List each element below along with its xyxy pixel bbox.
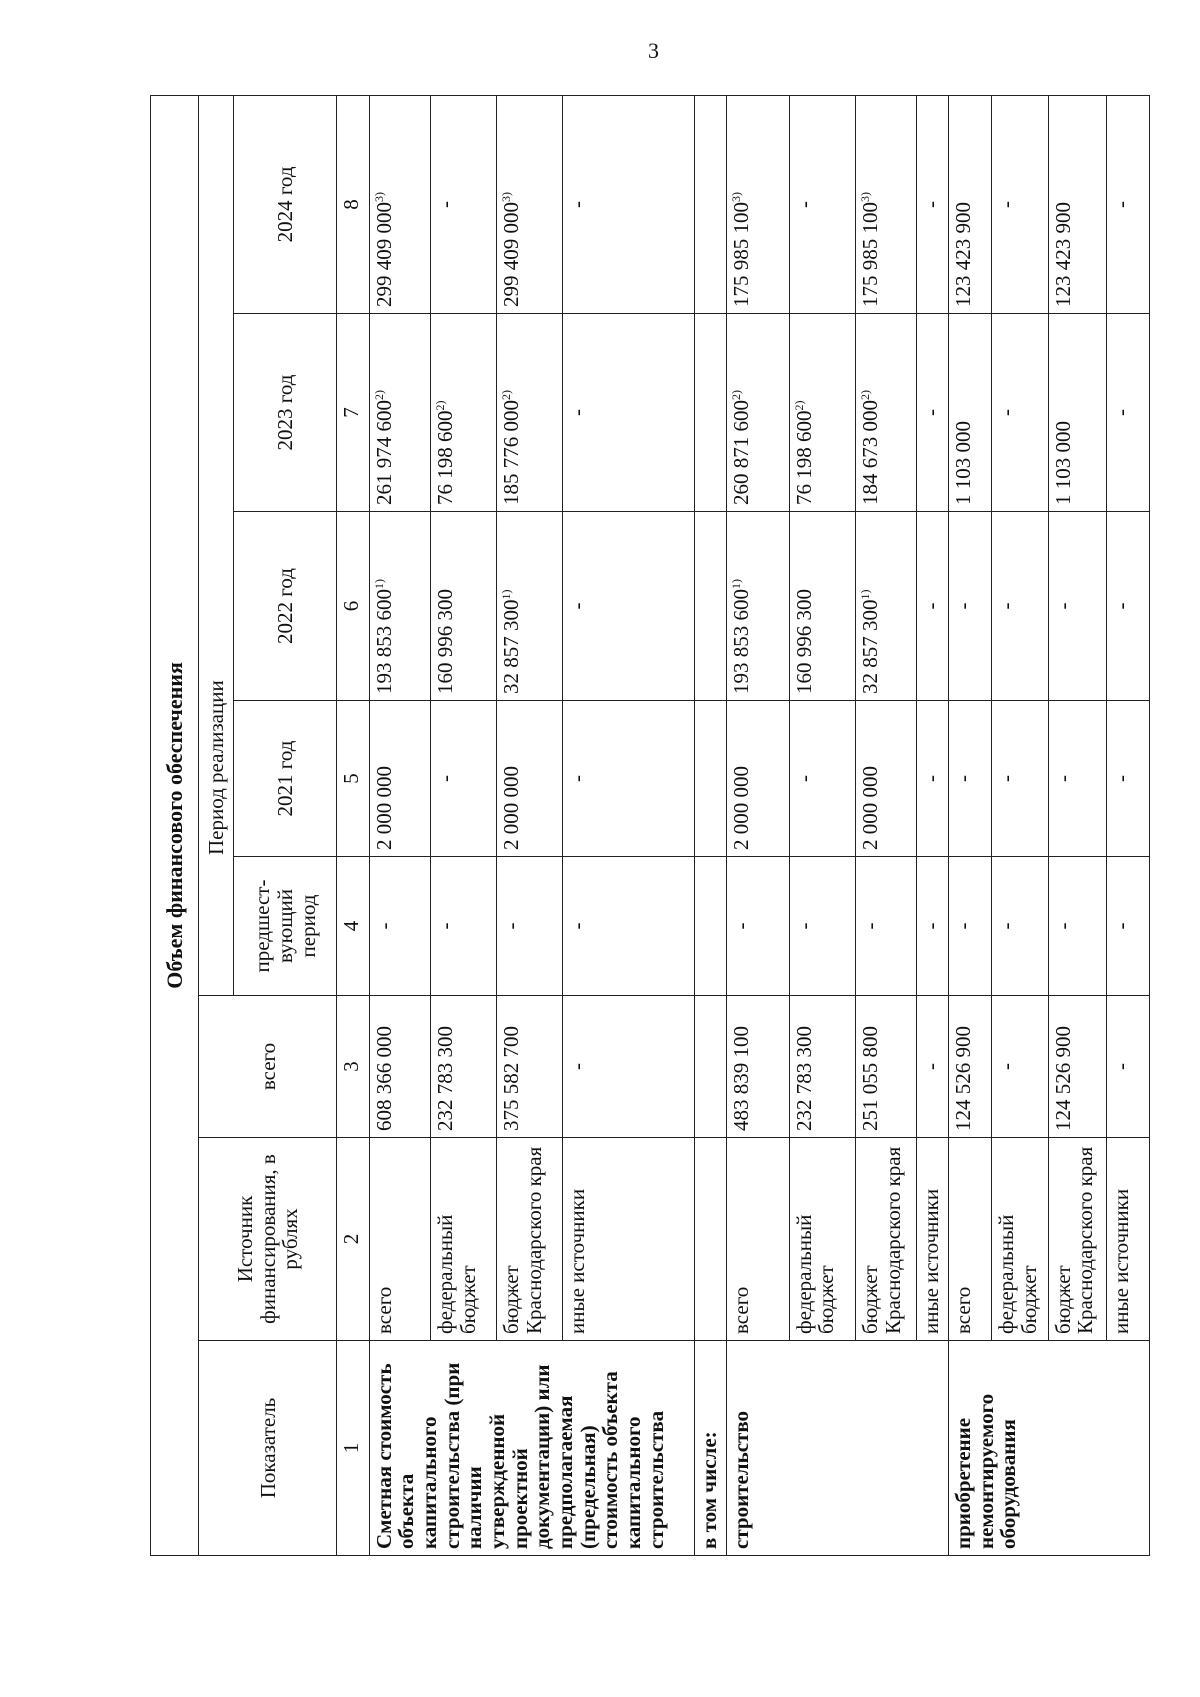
y2024-cell: - [430,95,496,313]
prev-cell: - [856,857,916,996]
header-total: всего [199,996,337,1138]
footnote-mark: 2) [498,390,513,400]
y2023-cell: 1 103 000 [949,314,992,512]
source-cell: федеральный бюджет [789,1138,856,1341]
total-cell: 608 366 000 [369,996,430,1138]
y2024-cell: - [916,95,948,313]
y2023-cell: 260 871 600$^{2)}$ [727,314,789,512]
source-cell: бюджет Краснодарского края [1048,1138,1106,1341]
column-numbers-row [337,95,369,1555]
table-row [992,95,1048,1555]
footnote-mark: 1) [858,589,873,600]
prev-cell: - [949,857,992,996]
total-cell: - [916,996,948,1138]
y2022-cell: - [562,512,694,701]
y2022-cell: 160 996 300 [789,512,856,701]
y2023-cell: 184 673 000$^{2)}$ [856,314,916,512]
footnote-mark: 3) [498,192,513,202]
table-row [916,95,948,1555]
footnote-mark: 2) [371,390,386,400]
y2021-cell: - [992,701,1048,857]
total-cell: - [992,996,1048,1138]
y2022-cell: 32 857 300$^{1)}$ [856,512,916,701]
prev-cell: - [992,857,1048,996]
source-cell: федеральный бюджет [992,1138,1048,1341]
y2022-cell: - [1048,512,1106,701]
col-number: 6 [337,512,369,701]
table-row [562,95,694,1555]
y2021-cell: 2 000 000 [727,701,789,857]
table-row [496,95,562,1555]
footnote-mark: 1) [498,589,513,600]
y2021-cell: 2 000 000 [496,701,562,857]
footnote-mark: 3) [729,192,744,202]
header-source: Источник финансирования, в рублях [199,1138,337,1341]
y2024-cell: 299 409 000$^{3)}$ [369,95,430,313]
header-2021: 2021 год [233,701,336,857]
total-cell: 232 783 300 [789,996,856,1138]
table-row [369,95,430,1555]
table-row [694,95,726,1555]
y2023-cell: 1 103 000 [1048,314,1106,512]
y2023-cell: - [562,314,694,512]
prev-cell: - [789,857,856,996]
row-label-estimated-cost: Сметная стоимость объекта капитального строительства (при наличии утвержденной проектной документации) или предполагаемая (предельная) стоимость объекта капитального строительства [369,1341,694,1556]
y2023-cell: - [1106,314,1149,512]
footnote-mark: 2) [858,390,873,400]
col-number: 2 [337,1138,369,1341]
table-row [1106,95,1149,1555]
total-cell: 124 526 900 [949,996,992,1138]
table-row [430,95,496,1555]
y2024-cell: 175 985 100$^{3)}$ [727,95,789,313]
y2021-cell: - [430,701,496,857]
y2022-cell: - [949,512,992,701]
y2021-cell: - [916,701,948,857]
prev-cell: - [1106,857,1149,996]
col-number: 7 [337,314,369,512]
footnote-mark: 3) [371,192,386,202]
source-cell: иные источники [562,1138,694,1341]
footnote-mark: 1) [729,579,744,589]
col-number: 4 [337,857,369,996]
footnote-mark: 3) [858,192,873,202]
y2022-cell: 32 857 300$^{1)}$ [496,512,562,701]
y2024-cell: - [789,95,856,313]
y2022-cell: 193 853 600$^{1)}$ [369,512,430,701]
total-cell: - [562,996,694,1138]
row-label-construction: строительство [727,1341,949,1556]
source-cell: федеральный бюджет [430,1138,496,1341]
table-row [727,95,789,1555]
source-cell: иные источники [916,1138,948,1341]
y2023-cell: 185 776 000$^{2)}$ [496,314,562,512]
table-row [789,95,856,1555]
y2023-cell: - [992,314,1048,512]
header-2022: 2022 год [233,512,336,701]
col-number: 1 [337,1341,369,1556]
footnote-mark: 2) [791,400,806,411]
source-cell: всего [949,1138,992,1341]
table-row [1048,95,1106,1555]
y2022-cell: - [992,512,1048,701]
row-label-equipment: приобретение немонтируемого оборудования [949,1341,1150,1556]
prev-cell: - [496,857,562,996]
y2021-cell: - [1048,701,1106,857]
source-cell: всего [369,1138,430,1341]
y2023-cell: 76 198 600$^{2)}$ [789,314,856,512]
y2023-cell: 76 198 600$^{2)}$ [430,314,496,512]
page-number: 3 [648,38,659,63]
y2022-cell: 193 853 600$^{1)}$ [727,512,789,701]
y2021-cell: - [1106,701,1149,857]
prev-cell: - [727,857,789,996]
row-label-in-number: в том числе: [694,1341,726,1556]
y2024-cell: 123 423 900 [949,95,992,313]
table-row [949,95,992,1555]
table-row [856,95,916,1555]
total-cell: 483 839 100 [727,996,789,1138]
prev-cell: - [430,857,496,996]
y2024-cell: - [562,95,694,313]
y2021-cell: 2 000 000 [856,701,916,857]
y2024-cell: - [992,95,1048,313]
source-cell: бюджет Краснодарского края [496,1138,562,1341]
y2021-cell: 2 000 000 [369,701,430,857]
col-number: 3 [337,996,369,1138]
header-2024: 2024 год [233,95,336,313]
source-cell: всего [727,1138,789,1341]
total-cell: 251 055 800 [856,996,916,1138]
prev-cell: - [1048,857,1106,996]
header-period: Период реализации [199,95,233,995]
y2024-cell: - [1106,95,1149,313]
y2022-cell: - [1106,512,1149,701]
y2022-cell: 160 996 300 [430,512,496,701]
header-previous: предшест-вующий период [233,857,336,996]
total-cell: 375 582 700 [496,996,562,1138]
y2021-cell: - [949,701,992,857]
y2021-cell: - [789,701,856,857]
y2023-cell: - [916,314,948,512]
financing-table [150,95,1150,1556]
total-cell: 124 526 900 [1048,996,1106,1138]
rotated-table-container [150,96,1150,1556]
footnote-mark: 2) [729,390,744,400]
col-number: 5 [337,701,369,857]
y2024-cell: 175 985 100$^{3)}$ [856,95,916,313]
prev-cell: - [369,857,430,996]
table-title: Объем финансового обеспечения [151,95,199,1555]
total-cell: 232 783 300 [430,996,496,1138]
prev-cell: - [916,857,948,996]
header-2023: 2023 год [233,314,336,512]
y2024-cell: 299 409 000$^{3)}$ [496,95,562,313]
source-cell: бюджет Краснодарского края [856,1138,916,1341]
y2024-cell: 123 423 900 [1048,95,1106,313]
prev-cell: - [562,857,694,996]
header-indicator: Показатель [199,1341,337,1556]
footnote-mark: 1) [371,579,386,589]
footnote-mark: 2) [432,400,447,411]
y2022-cell: - [916,512,948,701]
source-cell: иные источники [1106,1138,1149,1341]
y2021-cell: - [562,701,694,857]
col-number: 8 [337,95,369,313]
total-cell: - [1106,996,1149,1138]
y2023-cell: 261 974 600$^{2)}$ [369,314,430,512]
